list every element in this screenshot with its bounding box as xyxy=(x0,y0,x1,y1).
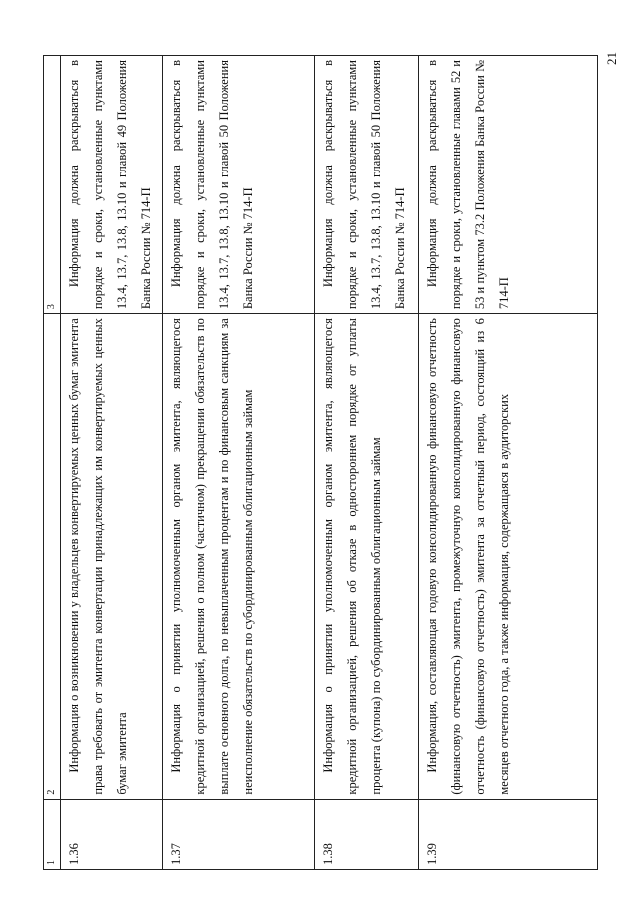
disclosure-table xyxy=(43,55,598,870)
event-description: Информация о принятии уполномоченным органом эмитента, являющегося кредитной организацией, решения о полном (частичном) прекращении обязательств по выплате основного долга, по невыплаченным процентам и по финансовым санкциям за неисполнение обязательств по субординированным облигационным займам xyxy=(163,314,315,799)
event-description: Информация о возникновении у владельцев конвертируемых ценных бумаг эмитента права требовать от эмитента конвертации принадлежащих им конвертируемых ценных бумаг эмитента xyxy=(61,314,163,799)
event-description: Информация, составляющая годовую консолидированную финансовую отчетность (финансовую отчетность) эмитента, промежуточную консолидированную финансовую отчетность (финансовую отчетность) эмитента за отчетный период, состоящий из 6 месяцев отчетного года, а также информация, содержащаяся в аудиторских xyxy=(419,314,598,799)
table-row xyxy=(163,56,315,870)
header-col-3: 3 xyxy=(44,56,61,314)
disclosure-requirement: Информация должна раскрываться в порядке и сроки, установленные пунктами 13.4, 13.7, 13.8, 13.10 и главой 50 Положения Банка России № 714-П xyxy=(163,56,315,314)
disclosure-requirement: Информация должна раскрываться в порядке и сроки, установленные пунктами 13.4, 13.7, 13.8, 13.10 и главой 50 Положения Банка России № 714-П xyxy=(315,56,419,314)
disclosure-requirement: Информация должна раскрываться в порядке и сроки, установленные главами 52 и 53 и пунктом 73.2 Положения Банка России № 714-П xyxy=(419,56,598,314)
row-number: 1.38 xyxy=(315,799,419,869)
event-description: Информация о принятии уполномоченным органом эмитента, являющегося кредитной организацией, решения об отказе в одностороннем порядке от уплаты процента (купона) по субординированным облигационным займам xyxy=(315,314,419,799)
rotated-table-container xyxy=(43,55,598,870)
disclosure-requirement: Информация должна раскрываться в порядке и сроки, установленные пунктами 13.4, 13.7, 13.8, 13.10 и главой 49 Положения Банка России № 714-П xyxy=(61,56,163,314)
table-row xyxy=(315,56,419,870)
table-header-row xyxy=(44,56,61,870)
row-number: 1.36 xyxy=(61,799,163,869)
page-number: 21 xyxy=(604,52,619,65)
table-row xyxy=(419,56,598,870)
row-number: 1.37 xyxy=(163,799,315,869)
table-row xyxy=(61,56,163,870)
header-col-1: 1 xyxy=(44,799,61,869)
header-col-2: 2 xyxy=(44,314,61,799)
row-number: 1.39 xyxy=(419,799,598,869)
